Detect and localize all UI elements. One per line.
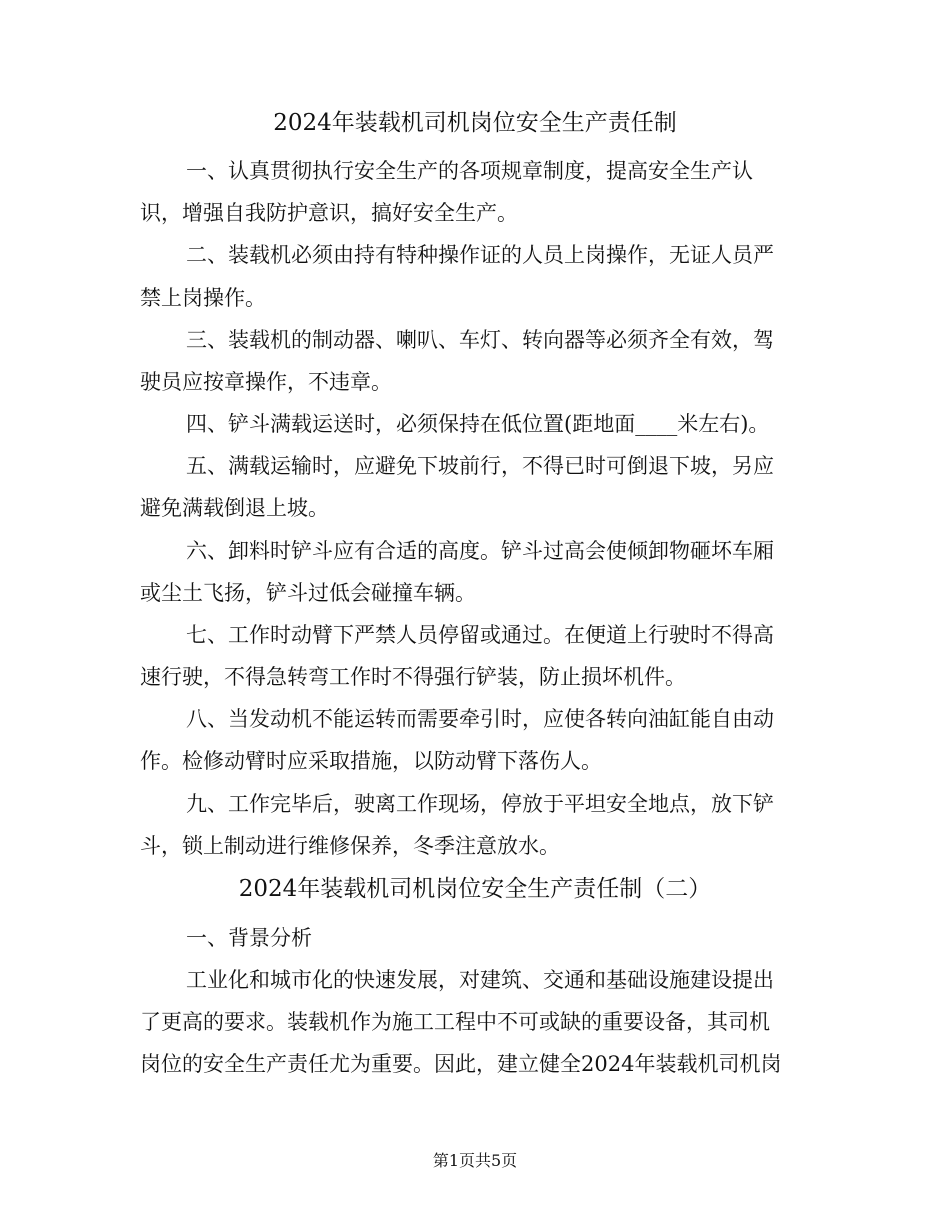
paragraph-3-line-2: 驶员应按章操作，不违章。 bbox=[140, 370, 392, 394]
document-title: 2024年装载机司机岗位安全生产责任制 bbox=[273, 110, 677, 136]
section-2-paragraph-line-3: 岗位的安全生产责任尤为重要。因此，建立健全2024年装载机司机岗 bbox=[140, 1052, 782, 1076]
section-2-paragraph-line-1: 工业化和城市化的快速发展，对建筑、交通和基础设施建设提出 bbox=[186, 968, 774, 992]
paragraph-2-line-2: 禁上岗操作。 bbox=[140, 286, 266, 310]
paragraph-4-line-1: 四、铲斗满载运送时，必须保持在低位置(距地面____米左右)。 bbox=[186, 412, 770, 436]
paragraph-6-line-2: 或尘土飞扬，铲斗过低会碰撞车辆。 bbox=[140, 581, 476, 605]
page-number-footer: 第1页共5页 bbox=[432, 1151, 518, 1170]
paragraph-6-line-1: 六、卸料时铲斗应有合适的高度。铲斗过高会使倾卸物砸坏车厢 bbox=[186, 539, 774, 563]
paragraph-3-line-1: 三、装载机的制动器、喇叭、车灯、转向器等必须齐全有效，驾 bbox=[186, 328, 774, 352]
paragraph-2-line-1: 二、装载机必须由持有特种操作证的人员上岗操作，无证人员严 bbox=[186, 243, 774, 267]
paragraph-9-line-1: 九、工作完毕后，驶离工作现场，停放于平坦安全地点，放下铲 bbox=[186, 792, 774, 816]
section-2-paragraph-line-2: 了更高的要求。装载机作为施工工程中不可或缺的重要设备，其司机 bbox=[140, 1010, 770, 1034]
paragraph-1-line-2: 识，增强自我防护意识，搞好安全生产。 bbox=[140, 201, 518, 225]
paragraph-7-line-2: 速行驶，不得急转弯工作时不得强行铲装，防止损坏机件。 bbox=[140, 665, 686, 689]
section-2-heading: 一、背景分析 bbox=[186, 926, 312, 950]
paragraph-8-line-2: 作。检修动臂时应采取措施，以防动臂下落伤人。 bbox=[140, 749, 602, 773]
paragraph-8-line-1: 八、当发动机不能运转而需要牵引时，应使各转向油缸能自由动 bbox=[186, 707, 774, 731]
paragraph-7-line-1: 七、工作时动臂下严禁人员停留或通过。在便道上行驶时不得高 bbox=[186, 623, 774, 647]
paragraph-9-line-2: 斗，锁上制动进行维修保养，冬季注意放水。 bbox=[140, 834, 560, 858]
paragraph-5-line-1: 五、满载运输时，应避免下坡前行，不得已时可倒退下坡，另应 bbox=[186, 454, 774, 478]
paragraph-1-line-1: 一、认真贯彻执行安全生产的各项规章制度，提高安全生产认 bbox=[186, 159, 753, 183]
section-title-2: 2024年装载机司机岗位安全生产责任制（二） bbox=[238, 876, 712, 902]
paragraph-5-line-2: 避免满载倒退上坡。 bbox=[140, 496, 329, 520]
